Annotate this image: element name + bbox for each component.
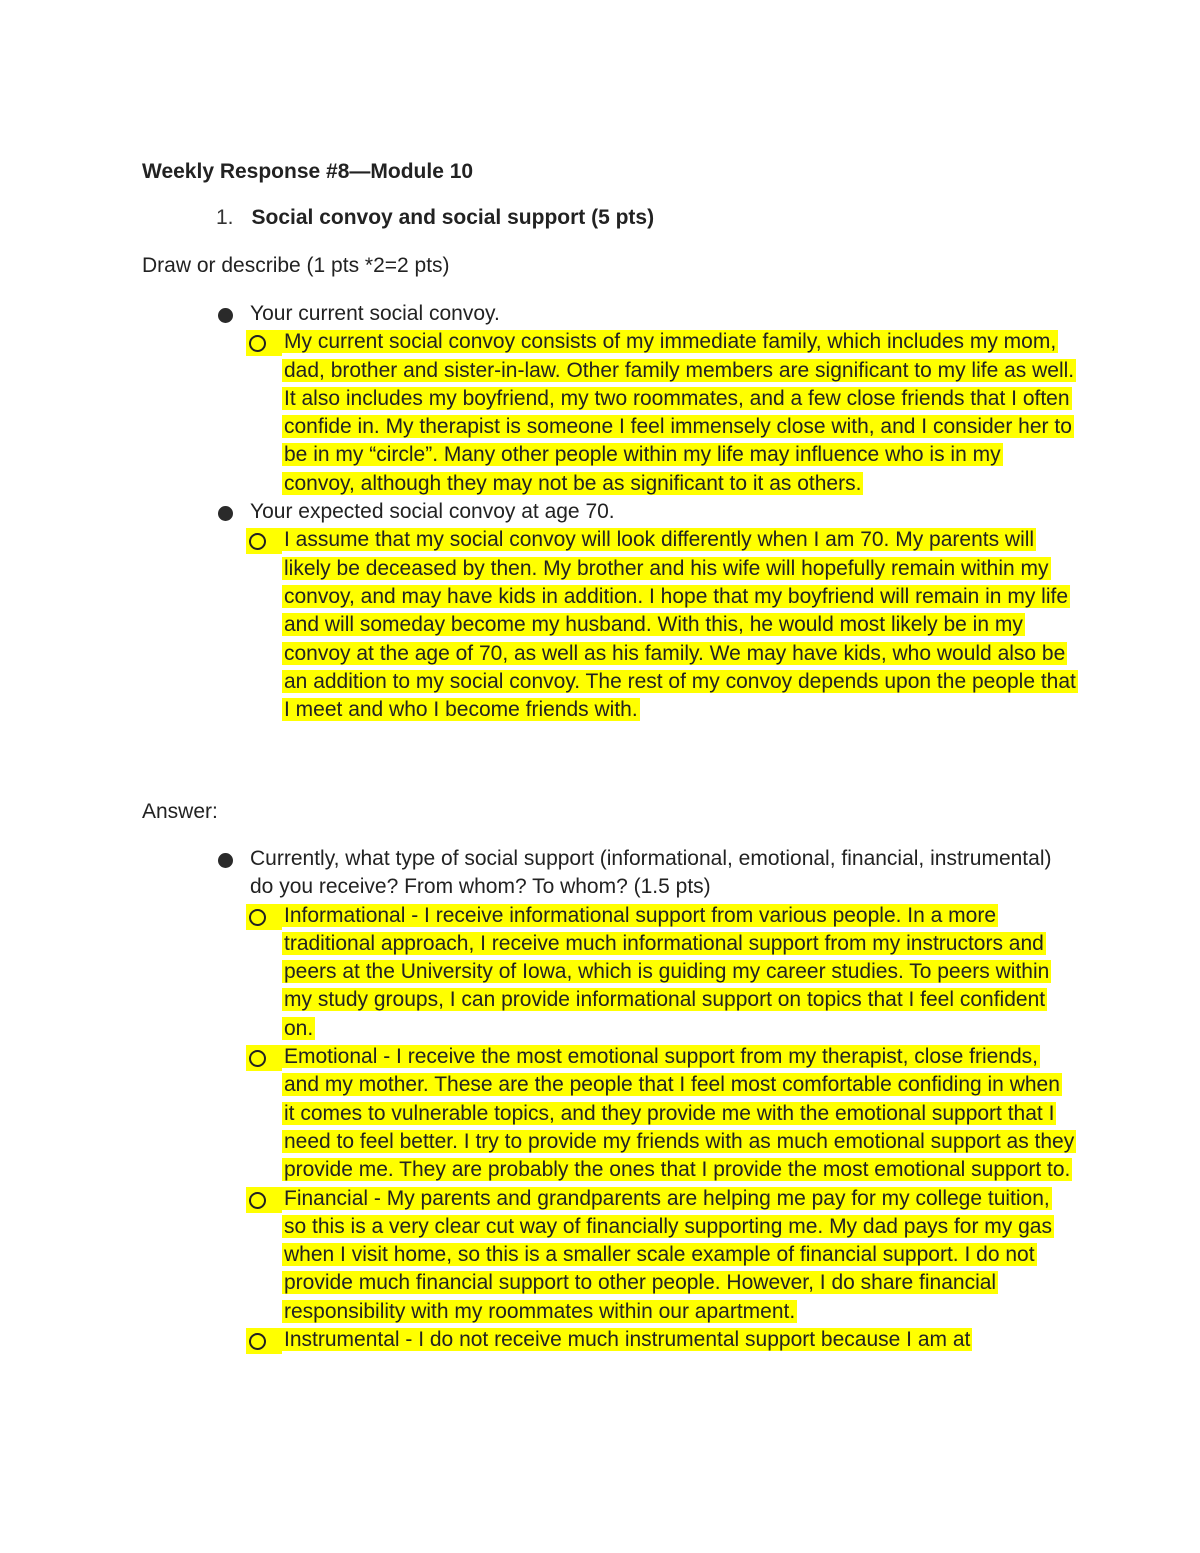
question-1-label: Social convoy and social support (5 pts) xyxy=(251,206,655,229)
convoy-answer-current-text: My current social convoy consists of my immediate family, which includes my mom, dad, brother and sister-in-law. Other family members are significant to my life as well. It also includes my boyfriend, my two roommates, and a few close friends that I often confide in. My therapist is someone I feel immensely close with, and I consider her to be in my “circle”. Many other people within my life may influence who is in my convoy, although they may not be as significant to it as others. xyxy=(284,330,1075,495)
support-item-informational-text: Informational - I receive informational support from various people. In a more traditional approach, I receive much informational support from my instructors and peers at the University of Iowa, which is guiding my career studies. To peers within my study groups, I can provide informational support on topics that I feel confident on. xyxy=(284,903,1050,1040)
circle-bullet-icon xyxy=(249,1192,266,1209)
support-item-instrumental-text: Instrumental - I do not receive much instrumental support because I am at xyxy=(284,1328,971,1352)
support-question: Currently, what type of social support (informational, emotional, financial, instrumental) do you receive? From whom? To whom? (1.5 pts) xyxy=(250,847,1052,899)
question-1-number: 1. xyxy=(216,206,234,229)
convoy-list xyxy=(216,300,1076,724)
answer-label: Answer: xyxy=(142,800,218,823)
document-title: Weekly Response #8—Module 10 xyxy=(142,160,474,183)
support-item-informational xyxy=(216,902,1076,1043)
convoy-prompt-expected: Your expected social convoy at age 70. xyxy=(250,500,615,524)
instruction-text: Draw or describe (1 pts *2=2 pts) xyxy=(142,254,450,277)
convoy-answer-current xyxy=(216,328,1076,498)
support-list xyxy=(216,845,1076,1354)
question-1-heading xyxy=(216,206,654,230)
circle-bullet-icon xyxy=(249,1333,266,1350)
bullet-dot-icon xyxy=(218,853,233,868)
support-item-financial xyxy=(216,1185,1076,1326)
circle-bullet-icon xyxy=(249,1050,266,1067)
support-item-emotional xyxy=(216,1043,1076,1184)
bullet-dot-icon xyxy=(218,506,233,521)
support-item-instrumental xyxy=(216,1326,1076,1354)
convoy-bullet-expected xyxy=(216,498,1076,526)
support-item-emotional-text: Emotional - I receive the most emotional support from my therapist, close friends, and my mother. These are the people that I feel most comfortable confiding in when it comes to vulnerable topics, and they provide me with the emotional support that I need to feel better. I try to provide my friends with as much emotional support as they provide me. They are probably the ones that I provide the most emotional support to. xyxy=(284,1045,1075,1182)
convoy-answer-expected-text: I assume that my social convoy will look differently when I am 70. My parents will likely be deceased by then. My brother and his wife will hopefully remain within my convoy, and may have kids in addition. I hope that my boyfriend will remain in my life and will someday become my husband. With this, he would most likely be in my convoy at the age of 70, as well as his family. We may have kids, who would also be an addition to my social convoy. The rest of my convoy depends upon the people that I meet and who I become friends with. xyxy=(284,528,1076,722)
convoy-prompt-current: Your current social convoy. xyxy=(250,302,500,325)
convoy-answer-expected xyxy=(216,526,1076,724)
bullet-dot-icon xyxy=(218,308,233,323)
support-question-bullet xyxy=(216,845,1076,902)
convoy-bullet-current xyxy=(216,300,1076,328)
circle-bullet-icon xyxy=(249,909,266,926)
support-item-financial-text: Financial - My parents and grandparents are helping me pay for my college tuition, so this is a very clear cut way of financially supporting me. My dad pays for my gas when I visit home, so this is a smaller scale example of financial support. I do not provide much financial support to other people. However, I do share financial responsibility with my roommates within our apartment. xyxy=(284,1186,1052,1323)
